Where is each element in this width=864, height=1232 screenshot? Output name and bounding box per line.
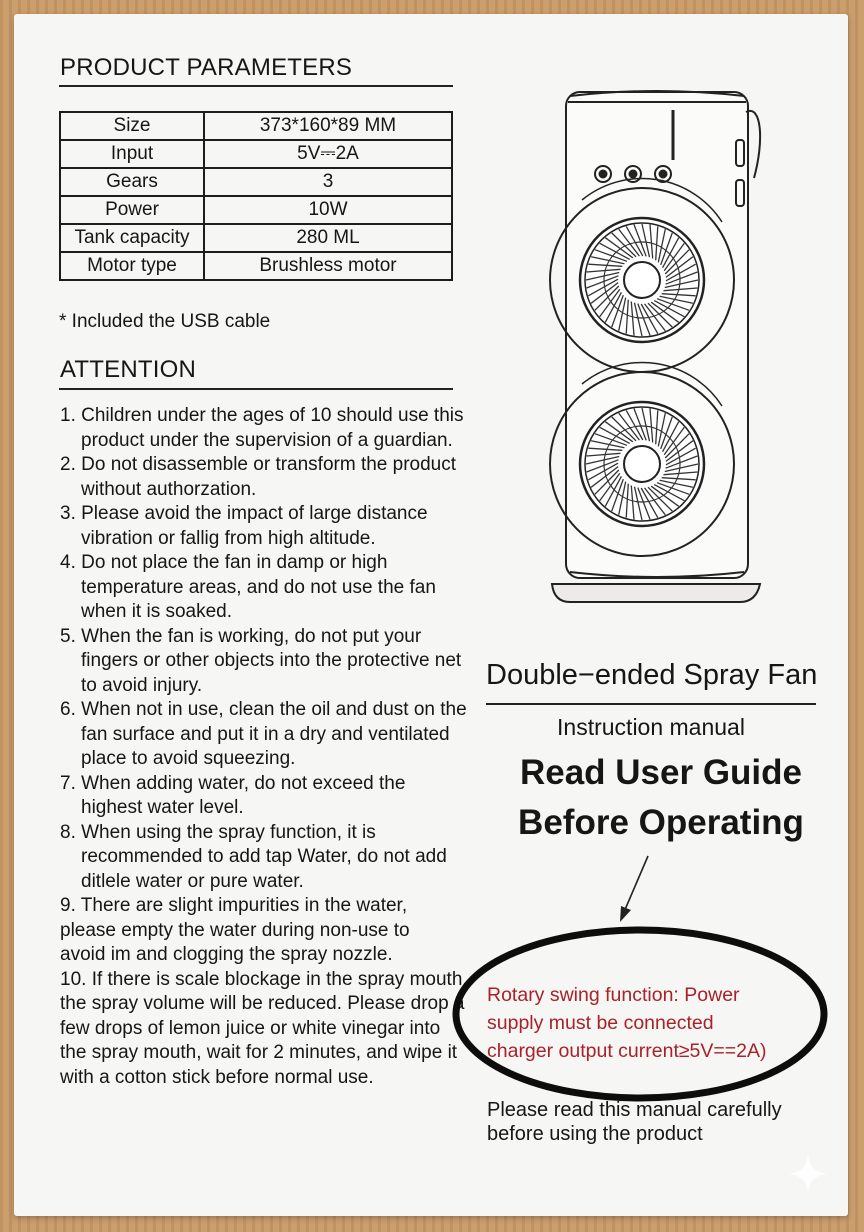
list-item: 2. Do not disassemble or transform the product without authorzation. [60,454,457,500]
table-row [60,224,452,252]
list-item: 5. When the fan is working, do not put your fingers or other objects into the protective net to avoid injury. [60,625,462,696]
swing-notice-line1: Rotary swing function: Power [487,984,740,1006]
product-title: Double−ended Spray Fan [486,659,818,691]
read-guide-line1: Read User Guide [519,753,803,792]
params-heading-rule [59,85,453,87]
table-row [60,168,452,196]
list-item: 8. When using the spray function, it is recommended to add tap Water, do not add ditlele water or pure water. [60,821,447,892]
param-label: Input [60,140,204,168]
list-item: 9. There are slight impurities in the water, please empty the water during non-use to avoid im and clogging the spray nozzle. [60,895,410,965]
param-value: Brushless motor [204,252,452,280]
param-value: 5V⎓2A [204,140,452,168]
attention-list [60,404,470,1090]
manual-subtitle: Instruction manual [557,714,745,740]
list-item: 7. When adding water, do not exceed the highest water level. [60,772,406,818]
footer-line2: before using the product [487,1123,703,1145]
list-item: 6. When not in use, clean the oil and dust on the fan surface and put it in a dry and ventilated place to avoid squeezing. [60,699,467,769]
list-item: 1. Children under the ages of 10 should use this product under the supervision of a guardian. [60,405,464,451]
swing-notice-line2: supply must be connected [487,1012,714,1034]
param-value: 10W [204,196,452,224]
param-value: 3 [204,168,452,196]
list-item: 10. If there is scale blockage in the spray mouth, the spray volume will be reduced. Please drop a few drops of lemon juice or white vinegar into the spray mouth, wait for 2 minutes, and wipe it with a cotton stick before normal use. [60,968,468,1088]
param-label: Motor type [60,252,204,280]
attention-heading: ATTENTION [60,356,197,383]
table-row [60,252,452,280]
arrow-pointer-icon [612,852,656,924]
read-guide-line2: Before Operating [518,803,804,842]
params-table [59,111,453,281]
attention-heading-rule [59,388,453,390]
swing-notice-line3: charger output current≥5V==2A) [487,1040,767,1062]
param-value: 280 ML [204,224,452,252]
spray-fan-illustration [540,82,770,608]
params-heading: PRODUCT PARAMETERS [60,54,353,81]
param-label: Tank capacity [60,224,204,252]
table-row [60,140,452,168]
list-item: 3. Please avoid the impact of large distance vibration or fallig from high altitude. [60,503,428,549]
footer-line1: Please read this manual carefully [487,1099,782,1121]
table-row [60,196,452,224]
product-title-rule [486,703,816,705]
param-label: Power [60,196,204,224]
list-item: 4. Do not place the fan in damp or high temperature areas, and do not use the fan when it is soaked. [60,552,436,622]
param-label: Size [60,112,204,140]
usb-cable-note: * Included the USB cable [59,311,271,332]
table-row [60,112,452,140]
param-value: 373*160*89 MM [204,112,452,140]
param-label: Gears [60,168,204,196]
sparkle-watermark-icon [786,1152,830,1196]
